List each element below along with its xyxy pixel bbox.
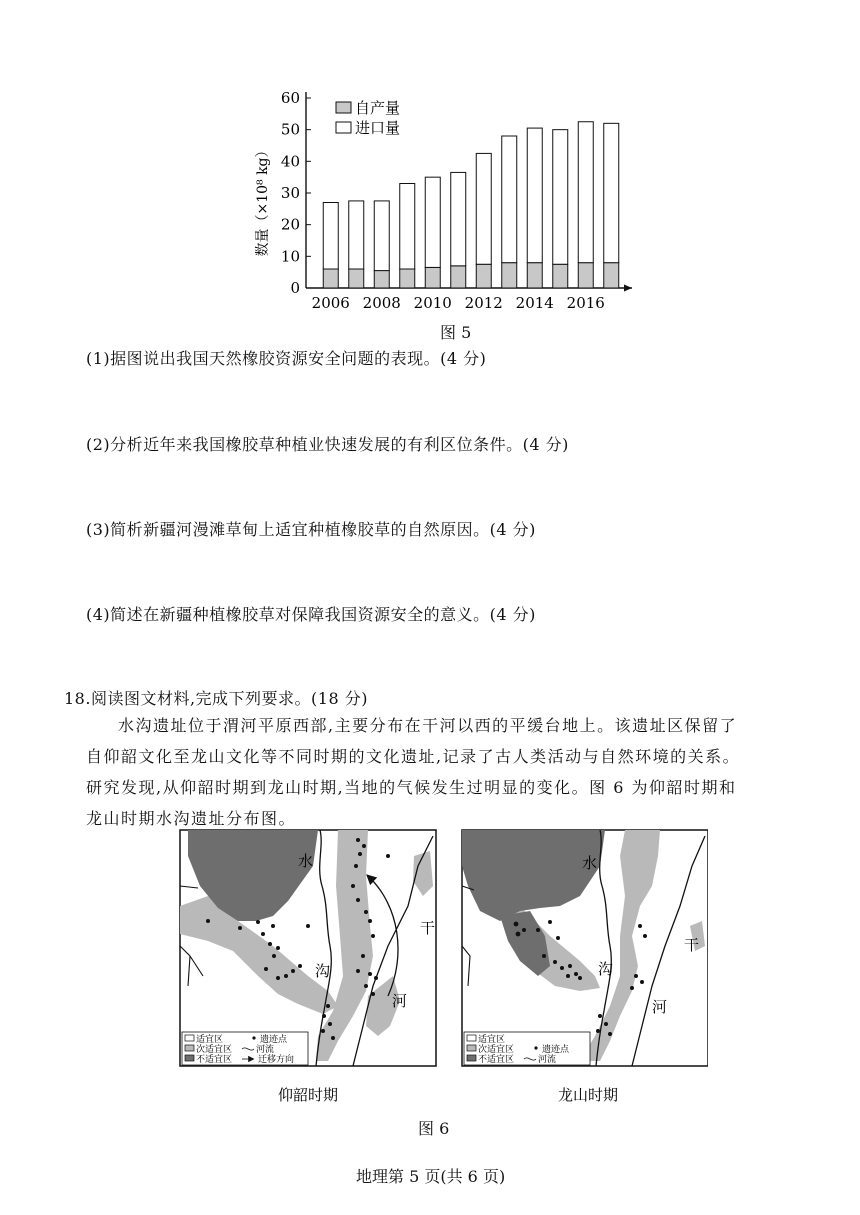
svg-text:河流: 河流 [538,1055,557,1065]
map-longshan [462,830,708,1066]
bar-domestic [604,263,619,288]
bar-import [604,123,619,262]
label-river: 河 [652,998,668,1016]
bar-import [425,177,440,267]
figure-5-caption: 图 5 [440,323,472,342]
bar-import [323,203,338,270]
bar-import [349,201,364,269]
x-tick-label: 2014 [515,294,554,312]
bar-domestic [451,266,466,288]
label-river: 河 [392,992,408,1010]
bar-domestic [578,263,593,288]
legend-swatch [336,102,351,113]
map-title-yangshao: 仰韶时期 [277,1086,339,1104]
svg-text:次适宜区: 次适宜区 [196,1045,233,1055]
bar-domestic [527,263,542,288]
legend-label: 自产量 [355,99,401,117]
question-1: (1)据图说出我国天然橡胶资源安全问题的表现。(4 分) [86,349,487,368]
x-tick-label: 2008 [362,294,401,312]
x-axis-arrow [624,285,632,292]
map-legend-yangshao [182,1032,308,1065]
bar-domestic [400,269,415,288]
material-line-3: 研究发现,从仰韶时期到龙山时期,当地的气候发生过明显的变化。图 6 为仰韶时期和 [86,778,737,797]
bar-import [527,128,542,263]
y-tick-label: 40 [280,152,300,171]
page-footer: 地理第 5 页(共 6 页) [356,1167,506,1186]
question-3: (3)简析新疆河漫滩草甸上适宜种植橡胶草的自然原因。(4 分) [86,520,536,539]
map-legend-longshan [464,1032,590,1065]
bar-domestic [349,269,364,288]
y-tick-label: 50 [280,120,300,139]
y-tick-label: 20 [280,215,300,234]
x-tick-label: 2016 [566,294,605,312]
question-18-header: 18.阅读图文材料,完成下列要求。(18 分) [64,689,368,708]
label-water: 水 [582,854,598,872]
svg-text:迁移方向: 迁移方向 [258,1055,295,1065]
bar-import [374,201,389,271]
map-yangshao [180,830,436,1066]
question-4: (4)简述在新疆种植橡胶草对保障我国资源安全的意义。(4 分) [86,605,536,624]
figure-6-maps [178,826,708,1110]
bar-domestic [323,269,338,288]
svg-text:适宜区: 适宜区 [196,1035,224,1045]
svg-text:遗迹点: 遗迹点 [260,1035,288,1045]
y-tick-label: 10 [280,247,300,266]
legend-label: 进口量 [355,119,401,137]
y-tick-label: 60 [280,89,300,107]
figure-6-caption: 图 6 [418,1119,450,1138]
bar-import [451,172,466,265]
material-line-2: 自仰韶文化至龙山文化等不同时期的文化遗址,记录了古人类活动与自然环境的关系。 [86,747,741,766]
bar-domestic [374,271,389,288]
svg-text:次适宜区: 次适宜区 [478,1045,515,1055]
bar-import [400,184,415,270]
label-gully: 沟 [598,960,614,978]
question-2: (2)分析近年来我国橡胶草种植业快速发展的有利区位条件。(4 分) [86,435,569,454]
material-line-4: 龙山时期水沟遗址分布图。 [86,809,297,828]
bar-domestic [476,264,491,288]
bar-import [476,153,491,264]
y-tick-label: 0 [290,279,300,297]
bar-import [502,136,517,263]
label-water: 水 [298,852,314,870]
label-gan: 干 [420,919,436,937]
question-18-material [86,710,826,834]
legend-swatch [336,122,351,133]
svg-text:河流: 河流 [256,1045,275,1055]
figure-5-chart [240,80,660,315]
bar-import [578,122,593,263]
chart-ylabel: 数量（×10⁸ kg） [255,143,271,257]
label-gully: 沟 [315,962,331,980]
bar-domestic [425,267,440,288]
bar-domestic [502,263,517,288]
x-tick-label: 2010 [413,294,452,312]
label-gan: 干 [684,936,700,954]
map-title-longshan: 龙山时期 [557,1086,619,1104]
svg-text:不适宜区: 不适宜区 [478,1055,515,1065]
x-tick-label: 2006 [311,294,350,312]
svg-text:不适宜区: 不适宜区 [196,1055,233,1065]
y-tick-label: 30 [280,184,300,202]
svg-text:遗迹点: 遗迹点 [542,1045,570,1055]
bar-domestic [553,264,568,288]
x-tick-label: 2012 [464,294,503,312]
material-line-1: 水沟遗址位于渭河平原西部,主要分布在干河以西的平缓台地上。该遗址区保留了 [118,716,738,735]
svg-text:适宜区: 适宜区 [478,1035,506,1045]
bar-import [553,130,568,265]
